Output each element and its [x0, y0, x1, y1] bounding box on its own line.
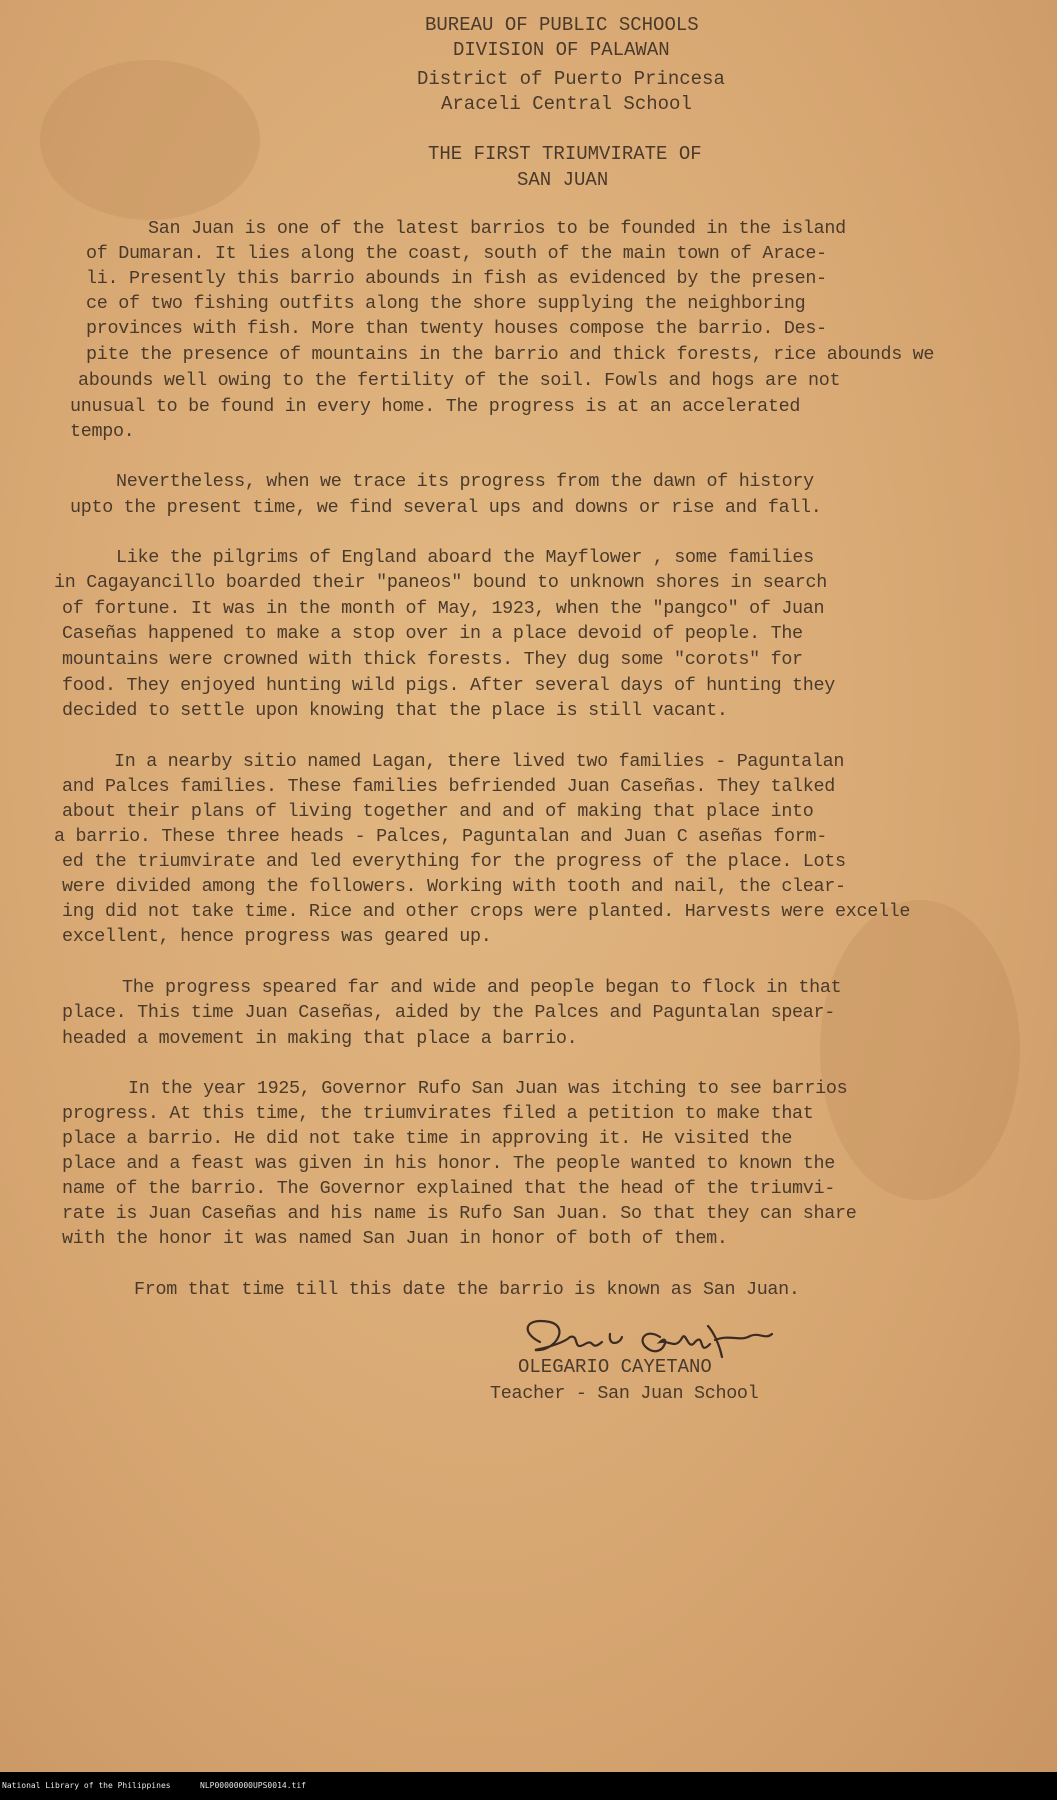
body-line: of Dumaran. It lies along the coast, south of the main town of Arace-: [86, 243, 827, 264]
footer-library-label: National Library of the Philippines: [2, 1781, 171, 1790]
body-line: provinces with fish. More than twenty houses compose the barrio. Des-: [86, 318, 827, 339]
body-line: rate is Juan Caseñas and his name is Rufo San Juan. So that they can share: [62, 1203, 857, 1224]
body-line: unusual to be found in every home. The progress is at an accelerated: [70, 396, 801, 417]
scan-footer: [0, 1772, 1057, 1800]
body-line: San Juan is one of the latest barrios to be founded in the island: [148, 218, 846, 239]
body-line: with the honor it was named San Juan in honor of both of them.: [62, 1228, 728, 1249]
paper-stain: [40, 60, 260, 220]
document-title-line2: SAN JUAN: [517, 169, 609, 191]
body-line: in Cagayancillo boarded their "paneos" bound to unknown shores in search: [54, 572, 828, 593]
body-line: of fortune. It was in the month of May, 1923, when the "pangco" of Juan: [62, 598, 825, 619]
body-line: name of the barrio. The Governor explained that the head of the triumvi-: [62, 1178, 836, 1199]
header-district: District of Puerto Princesa: [417, 68, 725, 90]
body-line: tempo.: [70, 421, 135, 442]
body-line: excellent, hence progress was geared up.: [62, 926, 492, 947]
body-line: ce of two fishing outfits along the shore supplying the neighboring: [86, 293, 806, 314]
signatory-position: Teacher - San Juan School: [490, 1383, 759, 1404]
body-line: were divided among the followers. Working with tooth and nail, the clear-: [62, 876, 846, 897]
body-line: The progress speared far and wide and people began to flock in that: [122, 977, 842, 998]
body-line: Nevertheless, when we trace its progress from the dawn of history: [116, 471, 814, 492]
footer-file-label: NLP00000000UPS0014.tif: [200, 1781, 306, 1790]
body-line: about their plans of living together and and of making that place into: [62, 801, 814, 822]
body-line: ed the triumvirate and led everything for the progress of the place. Lots: [62, 851, 846, 872]
body-line: In the year 1925, Governor Rufo San Juan was itching to see barrios: [128, 1078, 848, 1099]
body-line: From that time till this date the barrio is known as San Juan.: [134, 1279, 800, 1300]
header-bureau: BUREAU OF PUBLIC SCHOOLS: [425, 14, 699, 36]
document-title-line1: THE FIRST TRIUMVIRATE OF: [428, 143, 702, 165]
body-line: progress. At this time, the triumvirates filed a petition to make that: [62, 1103, 814, 1124]
body-line: place. This time Juan Caseñas, aided by the Palces and Paguntalan spear-: [62, 1002, 836, 1023]
body-line: and Palces families. These families befriended Juan Caseñas. They talked: [62, 776, 836, 797]
body-line: place and a feast was given in his honor. The people wanted to known the: [62, 1153, 836, 1174]
paper-stain: [820, 900, 1020, 1200]
signatory-name: OLEGARIO CAYETANO: [518, 1356, 712, 1378]
body-line: headed a movement in making that place a barrio.: [62, 1028, 578, 1049]
header-school: Araceli Central School: [441, 93, 692, 115]
body-line: ing did not take time. Rice and other crops were planted. Harvests were excelle: [62, 901, 911, 922]
body-line: a barrio. These three heads - Palces, Paguntalan and Juan C aseñas form-: [54, 826, 828, 847]
header-division: DIVISION OF PALAWAN: [453, 39, 670, 61]
body-line: place a barrio. He did not take time in approving it. He visited the: [62, 1128, 793, 1149]
body-line: Caseñas happened to make a stop over in a place devoid of people. The: [62, 623, 803, 644]
body-line: In a nearby sitio named Lagan, there lived two families - Paguntalan: [114, 751, 845, 772]
body-line: pite the presence of mountains in the barrio and thick forests, rice abounds we: [86, 344, 935, 365]
body-line: upto the present time, we find several ups and downs or rise and fall.: [70, 497, 822, 518]
body-line: Like the pilgrims of England aboard the Mayflower , some families: [116, 547, 814, 568]
body-line: abounds well owing to the fertility of the soil. Fowls and hogs are not: [78, 370, 841, 391]
body-line: decided to settle upon knowing that the place is still vacant.: [62, 700, 728, 721]
body-line: food. They enjoyed hunting wild pigs. After several days of hunting they: [62, 675, 836, 696]
body-line: li. Presently this barrio abounds in fish as evidenced by the presen-: [86, 268, 827, 289]
body-line: mountains were crowned with thick forests. They dug some "corots" for: [62, 649, 803, 670]
